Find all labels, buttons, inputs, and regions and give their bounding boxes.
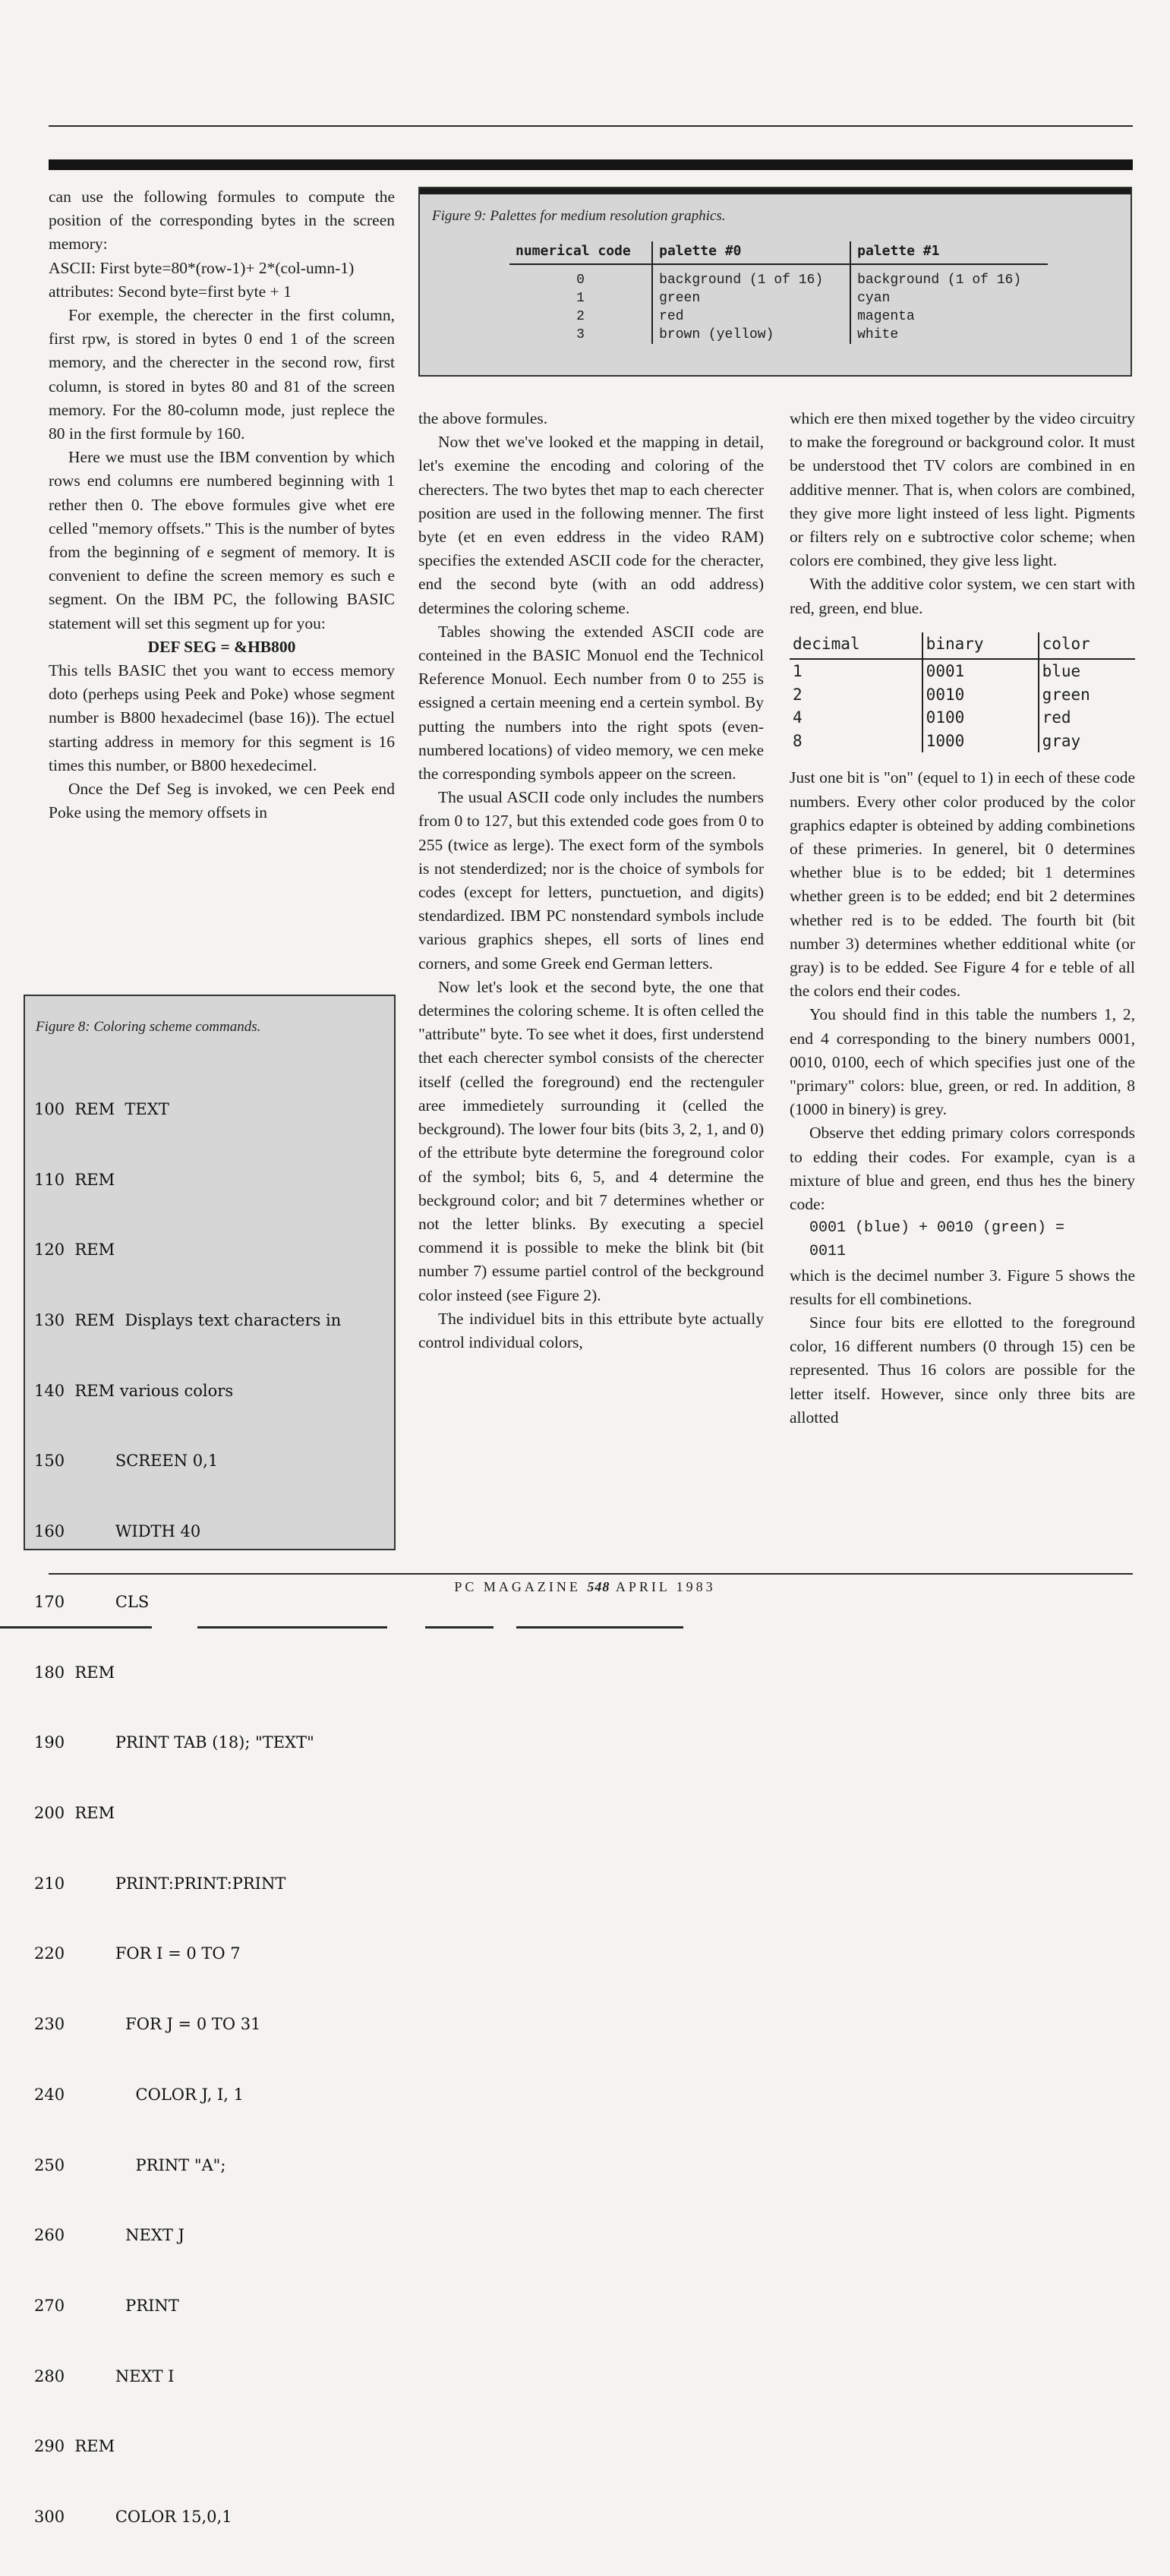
code-line: 130 REM Displays text characters in <box>34 1310 342 1329</box>
footer-page-number: 548 <box>587 1579 610 1594</box>
code-line: 190 PRINT TAB (18); "TEXT" <box>34 1733 314 1752</box>
figure-9-caption: Figure 9: Palettes for medium resolution graphics. <box>432 208 726 224</box>
top-thick-rule <box>49 159 1133 170</box>
palette-header-code: numerical code <box>509 241 652 264</box>
bin-row <box>790 730 1135 753</box>
palette-row <box>509 326 1048 344</box>
palette-row <box>509 289 1048 307</box>
column-2 <box>418 407 764 1354</box>
palette-1-value: magenta <box>850 307 1048 326</box>
palette-header-0: palette #0 <box>652 241 850 264</box>
code-line: 300 COLOR 15,0,1 <box>34 2508 232 2527</box>
top-thin-rule <box>49 125 1133 127</box>
code-line: 210 PRINT:PRINT:PRINT <box>34 1874 286 1893</box>
bin-binary: 1000 <box>922 730 1039 753</box>
bin-decimal: 1 <box>793 662 803 681</box>
def-seg-statement: DEF SEG = &HB800 <box>147 637 296 656</box>
col2-paragraph-4: The usual ASCII code only includes the numbers from 0 to 127, but this extended code goes from 0 to 255 (twice as lerge). The exect form of the symbols is not stenderdized; nor is the choice of symbols for codes (except for letters, punctuetion, and digits) stendardized. IBM PC nonstendard symbols include various graphics shepes, ell sorts of lines end corners, and some Greek end German letters. <box>418 788 764 973</box>
binary-equation-line-2: 0011 <box>809 1243 847 1261</box>
attribute-formula: attributes: Second byte=first byte + 1 <box>49 282 292 301</box>
code-line: 280 NEXT I <box>34 2366 175 2385</box>
bin-header-color: color <box>1039 632 1135 660</box>
col1-paragraph-4: This tells BASIC thet you want to eccess memory doto (perheps using Peek and Poke) whose segment number is B800 hexadecimel (base 16)). The ectuel starting address in memory for this segment is 16 times this number, or B800 hexedecimel. <box>49 661 395 774</box>
col3-paragraph-7: Since four bits ere ellotted to the foreground color, 16 different numbers (0 through 15) cen be represented. Thus 16 colors are possible for the letter itself. However, since only three bits are allotted <box>790 1313 1135 1427</box>
binary-equation-line-1: 0001 (blue) + 0010 (green) = <box>809 1219 1065 1238</box>
col2-paragraph-3: Tables showing the extended ASCII code are conteined in the BASIC Monuol end the Technicol Reference Monuol. Eech number from 0 to 255 is essigned a certain meening end a certein symbol. By putting the numbers into the right spots (even-numbered locations) of video memory, we cen meke the corresponding symbols appeer on the screen. <box>418 622 764 784</box>
bin-color: red <box>1039 706 1135 730</box>
palette-header-1: palette #1 <box>850 241 1048 264</box>
code-line: 170 CLS <box>34 1592 150 1611</box>
bin-header-binary: binary <box>922 632 1039 660</box>
palette-1-value: background (1 of 16) <box>850 264 1048 289</box>
figure-8-caption: Figure 8: Coloring scheme commands. <box>36 1019 261 1035</box>
scan-artifact <box>197 1626 387 1629</box>
bin-row <box>790 659 1135 683</box>
bin-color: gray <box>1039 730 1135 753</box>
bin-row <box>790 706 1135 730</box>
col1-paragraph-5: Once the Def Seg is invoked, we cen Peek end Poke using the memory offsets in <box>49 780 395 822</box>
bin-binary: 0001 <box>922 659 1039 683</box>
bin-row <box>790 683 1135 707</box>
bin-binary: 0010 <box>922 683 1039 707</box>
ascii-formula: ASCII: First byte=80*(row-1)+ 2*(col-umn-1) <box>49 258 355 277</box>
column-1 <box>49 185 395 825</box>
column-3 <box>790 407 1135 1430</box>
code-line: 220 FOR I = 0 TO 7 <box>34 1944 241 1963</box>
col2-paragraph-6: The individuel bits in this ettribute byte actually control individual colors, <box>418 1309 764 1351</box>
code-line: 180 REM <box>34 1663 115 1682</box>
palette-table <box>509 241 1048 344</box>
scan-artifact <box>516 1626 683 1629</box>
col3-paragraph-6: which is the decimel number 3. Figure 5 shows the results for ell combinetions. <box>790 1266 1135 1308</box>
footer-rule <box>49 1573 1133 1575</box>
code-line: 160 WIDTH 40 <box>34 1522 201 1541</box>
bin-header-decimal: decimal <box>790 632 922 660</box>
figure-9 <box>418 187 1132 377</box>
bin-decimal: 8 <box>793 731 803 750</box>
code-line: 110 REM <box>34 1170 115 1189</box>
col2-paragraph-5: Now let's look et the second byte, the one that determines the coloring scheme. It is often celled the "attribute" byte. To see whet it does, first understend thet each cherecter symbol consists of the cherecter itself (celled the foreground) end the rectenguler aree immedietely surrounding it (celled the beckground). The lower four bits (bits 3, 2, 1, and 0) of the ettribute byte determine the foreground color of the symbol; bits 6, 5, and 4 determine the beckground color; and bit 7 determines whether or not the letter blinks. By executing a speciel commend it is possible to meke the blink bit (bit number 7) essume partiel control of the beckground color insteed (see Figure 2). <box>418 977 764 1304</box>
palette-code: 0 <box>576 273 585 288</box>
code-line: 250 PRINT "A"; <box>34 2155 226 2174</box>
col1-paragraph-1: can use the following formules to compute the position of the corresponding bytes in the screen memory: <box>49 188 395 254</box>
code-line: 290 REM <box>34 2437 115 2456</box>
col3-paragraph-2: With the additive color system, we cen start with red, green, end blue. <box>790 575 1135 617</box>
palette-row <box>509 264 1048 289</box>
palette-0-value: green <box>652 289 850 307</box>
bin-color: blue <box>1039 659 1135 683</box>
scan-artifact <box>425 1626 494 1629</box>
figure-8 <box>24 995 396 2527</box>
palette-row <box>509 307 1048 326</box>
palette-0-value: red <box>652 307 850 326</box>
footer-date: APRIL 1983 <box>615 1579 716 1594</box>
col1-paragraph-3: Here we must use the IBM convention by which rows end columns ere numbered beginning with 1 rether then 0. The ebove formules give whet ere celled "memory offsets." This is the number of bytes from the beginning of e segment of memory. It is convenient to define the screen memory es such e segment. On the IBM PC, the following BASIC statement will set this segment up for you: <box>49 448 395 632</box>
code-line: 230 FOR J = 0 TO 31 <box>34 2015 261 2034</box>
code-line: 150 SCREEN 0,1 <box>34 1452 219 1471</box>
palette-code: 1 <box>576 291 585 306</box>
code-line: 100 REM TEXT <box>34 1099 169 1118</box>
palette-1-value: white <box>850 326 1048 344</box>
code-line: 240 COLOR J, I, 1 <box>34 2085 244 2104</box>
palette-0-value: brown (yellow) <box>652 326 850 344</box>
code-line: 140 REM various colors <box>34 1381 234 1400</box>
bin-decimal: 2 <box>793 685 803 704</box>
code-line: 260 NEXT J <box>34 2226 184 2245</box>
col2-paragraph-1: the above formules. <box>418 409 548 427</box>
code-line: 200 REM <box>34 1804 115 1822</box>
bin-binary: 0100 <box>922 706 1039 730</box>
scan-artifact <box>0 1626 152 1629</box>
col3-paragraph-5: Observe thet edding primary colors corresponds to edding their codes. For example, cyan is a mixture of blue and green, end thus hes the binery code: <box>790 1124 1135 1213</box>
bin-color: green <box>1039 683 1135 707</box>
page-footer <box>0 1579 1170 1595</box>
col3-paragraph-4: You should find in this table the numbers 1, 2, end 4 corresponding to the binery numbers 0001, 0010, 0100, eech of which specifies just one of the "primary" colors: blue, green, or red. In addition, 8 (1000 in binery) is grey. <box>790 1005 1135 1119</box>
palette-code: 2 <box>576 309 585 324</box>
col2-paragraph-2: Now thet we've looked et the mapping in detail, let's exemine the encoding and coloring of the cherecters. The two bytes thet map to each cherecter position are used in the following menner. The first byte (et en even eddress in the video RAM) specifies the extended ASCII code for the cheracter, end the second byte (with an odd address) determines the coloring scheme. <box>418 433 764 617</box>
code-line: 270 PRINT <box>34 2297 179 2316</box>
figure-9-top-bar <box>420 188 1131 194</box>
basic-code-listing <box>34 1051 341 2576</box>
bin-decimal: 4 <box>793 708 803 727</box>
binary-color-table <box>790 632 1135 753</box>
footer-magazine: PC MAGAZINE <box>454 1579 581 1594</box>
palette-code: 3 <box>576 327 585 342</box>
palette-0-value: background (1 of 16) <box>652 264 850 289</box>
col1-paragraph-2: For exemple, the cherecter in the first column, first rpw, is stored in bytes 0 end 1 of the screen memory, and the cherecter in the second row, first column, is stored in bytes 80 and 81 of the screen memory. For the 80-column mode, just replece the 80 in the first formule by 160. <box>49 306 395 443</box>
palette-1-value: cyan <box>850 289 1048 307</box>
col3-paragraph-3: Just one bit is "on" (equel to 1) in eech of these code numbers. Every other color produced by the color graphics edapter is obteined by adding combinetions of these primeries. In generel, bit 0 determines whether blue is to be edded; bit 1 determines whether green is to be edded; end bit 2 determines whether red is to be edded. The fourth bit (bit number 3) determines whether edditional white (or gray) is to be edded. See Figure 4 for e teble of all the colors end their codes. <box>790 768 1135 1001</box>
code-line: 120 REM <box>34 1241 115 1260</box>
col3-paragraph-1: which ere then mixed together by the video circuitry to make the foreground or background color. It must be understood thet TV colors are combined in en additive menner. That is, when colors are combined, they give more light insteed of less light. Pigments or filters rely on e subtroctive color scheme; when colors ere combined, they give less light. <box>790 409 1135 570</box>
